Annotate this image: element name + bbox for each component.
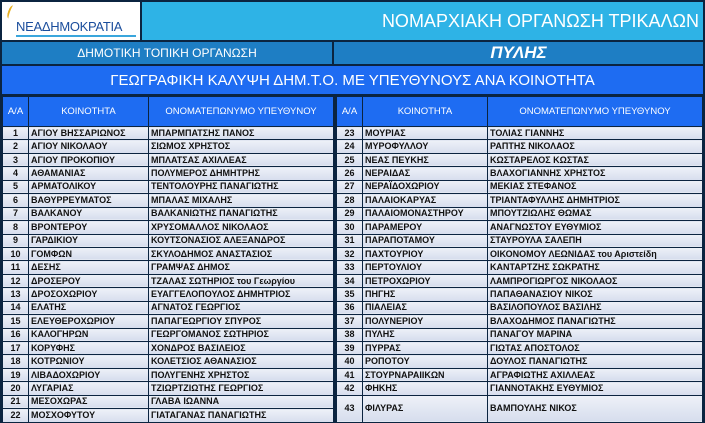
coverage-table — [2, 96, 703, 423]
organization-value: ΠΥΛΗΣ — [334, 42, 703, 64]
community-name: ΠΕΡΤΟΥΛΙΟΥ — [363, 261, 488, 274]
responsible-person: ΠΑΝΑΓΟΥ ΜΑΡΙΝΑ — [488, 328, 703, 341]
community-name: ΠΕΤΡΟΧΩΡΙΟΥ — [363, 274, 488, 287]
responsible-person: ΣΚΥΛΟΔΗΜΟΣ ΑΝΑΣΤΑΣΙΟΣ — [149, 247, 334, 260]
responsible-person: ΒΑΛΚΑΝΙΩΤΗΣ ΠΑΝΑΓΙΩΤΗΣ — [149, 207, 334, 220]
row-number: 42 — [337, 382, 363, 395]
responsible-person: ΠΟΛΥΓΕΝΗΣ ΧΡΗΣΤΟΣ — [149, 368, 334, 381]
community-name: ΠΑΡΑΠΟΤΑΜΟΥ — [363, 234, 488, 247]
responsible-person: ΣΤΑΥΡΟΥΛΑ ΣΑΛΕΠΗ — [488, 234, 703, 247]
responsible-person: ΓΙΩΤΑΣ ΑΠΟΣΤΟΛΟΣ — [488, 342, 703, 355]
row-number: 36 — [337, 301, 363, 314]
table-row — [3, 368, 703, 381]
subtitle: ΓΕΩΓΡΑΦΙΚΗ ΚΑΛΥΨΗ ΔΗΜ.Τ.Ο. ΜΕ ΥΠΕΥΘΥΝΟΥΣ ΑΝΑ ΚΟΙΝΟΤΗΤΑ — [2, 66, 703, 94]
responsible-person: ΜΠΑΡΜΠΑΤΣΗΣ ΠΑΝΟΣ — [149, 127, 334, 140]
community-name: ΣΤΟΥΡΝΑΡΑΙΙΚΩΝ — [363, 368, 488, 381]
row-number: 19 — [3, 368, 29, 381]
row-number: 33 — [337, 261, 363, 274]
responsible-person: ΟΙΚΟΝΟΜΟΥ ΛΕΩΝΙΔΑΣ του Αριστείδη — [488, 247, 703, 260]
community-name: ΦΗΚΗΣ — [363, 382, 488, 395]
responsible-person: ΜΠΛΑΤΣΑΣ ΑΧΙΛΛΕΑΣ — [149, 153, 334, 166]
col-header-person: ΟΝΟΜΑΤΕΠΩΝΥΜΟ ΥΠΕΥΘΥΝΟΥ — [488, 97, 703, 127]
row-number: 7 — [3, 207, 29, 220]
col-header-community: ΚΟΙΝΟΤΗΤΑ — [29, 97, 149, 127]
community-name: ΛΙΒΑΔΟΧΩΡΙΟΥ — [29, 368, 149, 381]
row-number: 10 — [3, 247, 29, 260]
responsible-person: ΑΓΡΑΦΙΩΤΗΣ ΑΧΙΛΛΕΑΣ — [488, 368, 703, 381]
responsible-person: ΓΡΑΜΨΑΣ ΔΗΜΟΣ — [149, 261, 334, 274]
community-name: ΑΘΑΜΑΝΙΑΣ — [29, 167, 149, 180]
responsible-person: ΒΛΑΧΟΔΗΜΟΣ ΠΑΝΑΓΙΩΤΗΣ — [488, 315, 703, 328]
community-name: ΑΓΙΟΥ ΝΙΚΟΛΑΟΥ — [29, 140, 149, 153]
community-name: ΕΛΑΤΗΣ — [29, 301, 149, 314]
responsible-person: ΑΓΝΑΤΟΣ ΓΕΩΡΓΙΟΣ — [149, 301, 334, 314]
responsible-person: ΚΟΥΤΣΟΝΑΣΙΟΣ ΑΛΕΞΑΝΔΡΟΣ — [149, 234, 334, 247]
logo-underline — [16, 35, 136, 37]
table-row — [3, 234, 703, 247]
row-number: 18 — [3, 355, 29, 368]
responsible-person: ΕΥΑΓΓΕΛΟΠΟΥΛΟΣ ΔΗΜΗΤΡΙΟΣ — [149, 288, 334, 301]
col-header-num: Α/Α — [337, 97, 363, 127]
community-name: ΠΑΛΑΙΟΜΟΝΑΣΤΗΡΟΥ — [363, 207, 488, 220]
row-number: 27 — [337, 180, 363, 193]
responsible-person: ΓΕΩΡΓΟΜΑΝΟΣ ΣΩΤΗΡΙΟΣ — [149, 328, 334, 341]
community-name: ΜΥΡΟΦΥΛΛΟΥ — [363, 140, 488, 153]
table-row — [3, 342, 703, 355]
logo-text-a: ΝΕΑ — [16, 19, 42, 34]
row-number: 21 — [3, 395, 29, 408]
page-title: ΝΟΜΑΡΧΙΑΚΗ ΟΡΓΑΝΩΣΗ ΤΡΙΚΑΛΩΝ — [142, 2, 703, 40]
community-name: ΝΕΡΑΪΔΟΧΩΡΙΟΥ — [363, 180, 488, 193]
responsible-person: ΡΑΠΤΗΣ ΝΙΚΟΛΑΟΣ — [488, 140, 703, 153]
col-header-person: ΟΝΟΜΑΤΕΠΩΝΥΜΟ ΥΠΕΥΘΥΝΟΥ — [149, 97, 334, 127]
community-name: ΠΥΡΡΑΣ — [363, 342, 488, 355]
row-number: 41 — [337, 368, 363, 381]
responsible-person: ΤΖΑΛΑΣ ΣΩΤΗΡΙΟΣ του Γεωργίου — [149, 274, 334, 287]
community-name: ΕΛΕΥΘΕΡΟΧΩΡΙΟΥ — [29, 315, 149, 328]
community-name: ΜΕΣΟΧΩΡΑΣ — [29, 395, 149, 408]
table-row — [3, 261, 703, 274]
table-row — [3, 382, 703, 395]
row-number: 13 — [3, 288, 29, 301]
row-number: 2 — [3, 140, 29, 153]
row-number: 15 — [3, 315, 29, 328]
row-number: 24 — [337, 140, 363, 153]
row-number: 30 — [337, 221, 363, 234]
row-number: 16 — [3, 328, 29, 341]
responsible-person: ΓΛΑΒΑ ΙΩΑΝΝΑ — [149, 395, 334, 408]
responsible-person: ΚΩΣΤΑΡΕΛΟΣ ΚΩΣΤΑΣ — [488, 153, 703, 166]
table-row — [3, 221, 703, 234]
responsible-person: ΔΟΥΛΟΣ ΠΑΝΑΓΙΩΤΗΣ — [488, 355, 703, 368]
table-row — [3, 207, 703, 220]
row-number: 43 — [337, 395, 363, 422]
row-number: 35 — [337, 288, 363, 301]
responsible-person: ΤΕΝΤΟΛΟΥΡΗΣ ΠΑΝΑΓΙΩΤΗΣ — [149, 180, 334, 193]
community-name: ΝΕΡΑΙΔΑΣ — [363, 167, 488, 180]
responsible-person: ΜΕΚΙΑΣ ΣΤΕΦΑΝΟΣ — [488, 180, 703, 193]
row-number: 31 — [337, 234, 363, 247]
responsible-person: ΚΟΛΕΤΣΙΟΣ ΑΘΑΝΑΣΙΟΣ — [149, 355, 334, 368]
table-row — [3, 194, 703, 207]
logo-text-b: ΔΗΜΟΚΡΑΤΙΑ — [41, 19, 123, 34]
row-number: 32 — [337, 247, 363, 260]
community-name: ΑΡΜΑΤΟΛΙΚΟΥ — [29, 180, 149, 193]
community-name: ΠΥΛΗΣ — [363, 328, 488, 341]
responsible-person: ΛΑΜΠΡΟΓΙΩΡΓΟΣ ΝΙΚΟΛΑΟΣ — [488, 274, 703, 287]
community-name: ΚΟΤΡΩΝΙΟΥ — [29, 355, 149, 368]
community-name: ΜΟΣΧΟΦΥΤΟΥ — [29, 409, 149, 422]
responsible-person: ΜΠΑΛΑΣ ΜΙΧΑΛΗΣ — [149, 194, 334, 207]
row-number: 3 — [3, 153, 29, 166]
responsible-person: ΧΡΥΣΟΜΑΛΛΟΣ ΝΙΚΟΛΑΟΣ — [149, 221, 334, 234]
row-number: 9 — [3, 234, 29, 247]
row-number: 37 — [337, 315, 363, 328]
community-name: ΜΟΥΡΙΑΣ — [363, 127, 488, 140]
organization-label: ΔΗΜΟΤΙΚΗ ΤΟΠΙΚΗ ΟΡΓΑΝΩΣΗ — [2, 42, 332, 64]
row-number: 26 — [337, 167, 363, 180]
responsible-person: ΠΑΠΑΘΑΝΑΣΙΟΥ ΝΙΚΟΣ — [488, 288, 703, 301]
table-row — [3, 127, 703, 140]
col-header-community: ΚΟΙΝΟΤΗΤΑ — [363, 97, 488, 127]
row-number: 17 — [3, 342, 29, 355]
row-number: 12 — [3, 274, 29, 287]
community-name: ΠΑΡΑΜΕΡΟΥ — [363, 221, 488, 234]
row-number: 8 — [3, 221, 29, 234]
table-row — [3, 247, 703, 260]
community-name: ΚΟΡΥΦΗΣ — [29, 342, 149, 355]
responsible-person: ΓΙΑΝΝΟΤΑΚΗΣ ΕΥΘΥΜΙΟΣ — [488, 382, 703, 395]
responsible-person: ΓΙΑΤΑΓΑΝΑΣ ΠΑΝΑΓΙΩΤΗΣ — [149, 409, 334, 422]
community-name: ΦΙΛΥΡΑΣ — [363, 395, 488, 422]
community-name: ΝΕΑΣ ΠΕΥΚΗΣ — [363, 153, 488, 166]
community-name: ΠΙΑΛΕΙΑΣ — [363, 301, 488, 314]
responsible-person: ΤΟΛΙΑΣ ΓΙΑΝΝΗΣ — [488, 127, 703, 140]
row-number: 11 — [3, 261, 29, 274]
responsible-person: ΒΛΑΧΟΓΙΑΝΝΗΣ ΧΡΗΣΤΟΣ — [488, 167, 703, 180]
community-name: ΔΡΟΣΕΡΟΥ — [29, 274, 149, 287]
community-name: ΒΡΟΝΤΕΡΟΥ — [29, 221, 149, 234]
col-header-num: Α/Α — [3, 97, 29, 127]
table-row — [3, 355, 703, 368]
row-number: 4 — [3, 167, 29, 180]
table-row — [3, 288, 703, 301]
organization-row — [2, 42, 703, 64]
community-name: ΓΑΡΔΙΚΙΟΥ — [29, 234, 149, 247]
responsible-person: ΚΑΝΤΑΡΤΖΗΣ ΣΩΚΡΑΤΗΣ — [488, 261, 703, 274]
responsible-person: ΒΑΣΙΛΟΠΟΥΛΟΣ ΒΑΣΙΛΗΣ — [488, 301, 703, 314]
responsible-person: ΜΠΟΥΤΖΙΩΛΗΣ ΘΩΜΑΣ — [488, 207, 703, 220]
table-row — [3, 274, 703, 287]
table-row — [3, 315, 703, 328]
table-row — [3, 395, 703, 408]
responsible-person: ΠΟΛΥΜΕΡΟΣ ΔΗΜΗΤΡΗΣ — [149, 167, 334, 180]
party-logo — [2, 2, 140, 40]
row-number: 40 — [337, 355, 363, 368]
responsible-person: ΣΙΩΜΟΣ ΧΡΗΣΤΟΣ — [149, 140, 334, 153]
logo-text — [16, 19, 122, 34]
community-name: ΠΑΧΤΟΥΡΙΟΥ — [363, 247, 488, 260]
community-name: ΛΥΓΑΡΙΑΣ — [29, 382, 149, 395]
table-header-row — [3, 97, 703, 127]
header-bar — [2, 2, 703, 40]
row-number: 28 — [337, 194, 363, 207]
table-row — [3, 167, 703, 180]
row-number: 39 — [337, 342, 363, 355]
responsible-person: ΤΡΙΑΝΤΑΦΥΛΛΗΣ ΔΗΜΗΤΡΙΟΣ — [488, 194, 703, 207]
responsible-person: ΤΖΙΩΡΤΖΙΩΤΗΣ ΓΕΩΡΓΙΟΣ — [149, 382, 334, 395]
community-name: ΓΟΜΦΩΝ — [29, 247, 149, 260]
table-row — [3, 328, 703, 341]
community-name: ΒΑΘΥΡΡΕΥΜΑΤΟΣ — [29, 194, 149, 207]
row-number: 6 — [3, 194, 29, 207]
community-name: ΑΓΙΟΥ ΒΗΣΣΑΡΙΩΝΟΣ — [29, 127, 149, 140]
responsible-person: ΒΑΜΠΟΥΛΗΣ ΝΙΚΟΣ — [488, 395, 703, 422]
responsible-person: ΑΝΑΓΝΩΣΤΟΥ ΕΥΘΥΜΙΟΣ — [488, 221, 703, 234]
table-row — [3, 180, 703, 193]
community-name: ΔΕΣΗΣ — [29, 261, 149, 274]
community-name: ΚΑΛΟΓΗΡΩΝ — [29, 328, 149, 341]
row-number: 25 — [337, 153, 363, 166]
responsible-person: ΠΑΠΑΓΕΩΡΓΙΟΥ ΣΠΥΡΟΣ — [149, 315, 334, 328]
community-name: ΑΓΙΟΥ ΠΡΟΚΟΠΙΟΥ — [29, 153, 149, 166]
row-number: 34 — [337, 274, 363, 287]
table-row — [3, 301, 703, 314]
community-name: ΠΟΛΥΝΕΡΙΟΥ — [363, 315, 488, 328]
community-name: ΠΗΓΗΣ — [363, 288, 488, 301]
row-number: 20 — [3, 382, 29, 395]
row-number: 22 — [3, 409, 29, 422]
row-number: 5 — [3, 180, 29, 193]
table-row — [3, 153, 703, 166]
community-name: ΒΑΛΚΑΝΟΥ — [29, 207, 149, 220]
row-number: 14 — [3, 301, 29, 314]
community-name: ΡΟΠΟΤΟΥ — [363, 355, 488, 368]
flame-icon — [6, 4, 16, 19]
community-name: ΔΡΟΣΟΧΩΡΙΟΥ — [29, 288, 149, 301]
row-number: 23 — [337, 127, 363, 140]
row-number: 1 — [3, 127, 29, 140]
row-number: 29 — [337, 207, 363, 220]
row-number: 38 — [337, 328, 363, 341]
column-gap — [334, 409, 337, 422]
responsible-person: ΧΟΝΔΡΟΣ ΒΑΣΙΛΕΙΟΣ — [149, 342, 334, 355]
table-row — [3, 140, 703, 153]
community-name: ΠΑΛΑΙΟΚΑΡΥΑΣ — [363, 194, 488, 207]
